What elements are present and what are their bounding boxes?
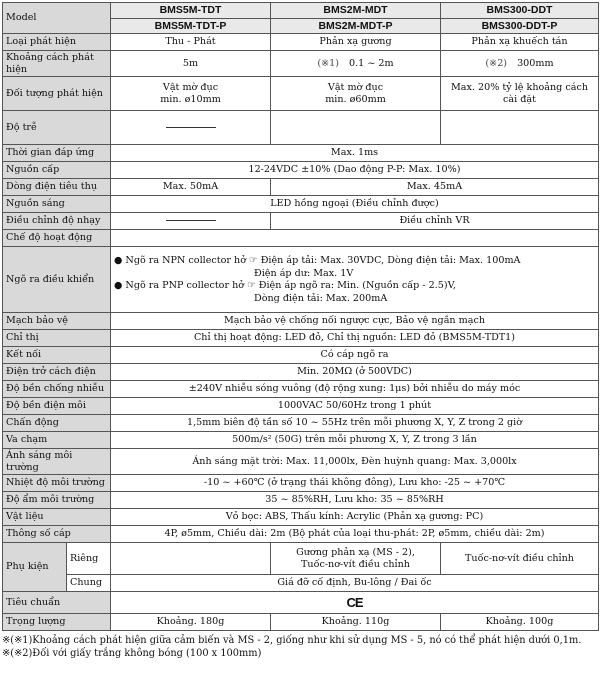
row-detection-distance	[3, 51, 599, 77]
model-bms300-ddt-p: BMS300-DDT-P	[441, 18, 599, 34]
model-label: Model	[3, 3, 111, 34]
cell-value	[271, 51, 441, 77]
cell-value	[111, 213, 271, 230]
model-bms2m-mdt-p: BMS2M-MDT-P	[271, 18, 441, 34]
row-accessory-common	[3, 575, 599, 592]
row-accessory-private	[3, 543, 599, 575]
footnotes	[2, 634, 598, 660]
cell-value	[271, 77, 441, 111]
footnote-ref: (※2)	[485, 57, 508, 69]
row-detection-type	[3, 34, 599, 51]
cell-value: 35 ~ 85%RH, Lưu kho: 35 ~ 85%RH	[111, 492, 599, 509]
model-bms5m-tdt: BMS5M-TDT	[111, 3, 271, 19]
row-protection	[3, 313, 599, 330]
row-label: Nguồn sáng	[3, 196, 111, 213]
row-insulation	[3, 364, 599, 381]
cell-value: Khoảng. 180g	[111, 614, 271, 631]
row-weight	[3, 614, 599, 631]
row-control-output	[3, 247, 599, 313]
row-current	[3, 179, 599, 196]
row-temperature	[3, 475, 599, 492]
cell-value	[441, 51, 599, 77]
cell-value: Chỉ thị hoạt động: LED đỏ, Chỉ thị nguồn: LED đỏ (BMS5M-TDT1)	[111, 330, 599, 347]
row-ambient-light	[3, 449, 599, 475]
header-row	[3, 3, 599, 19]
cell-value: Max. 20% tỷ lệ khoảng cách cài đặt	[441, 77, 599, 111]
spec-sheet	[2, 2, 598, 661]
output-line: Dòng điện tải: Max. 200mA	[254, 292, 388, 304]
row-response-time	[3, 145, 599, 162]
cell-value: Phản xạ gương	[271, 34, 441, 51]
cell-value: 4P, ø5mm, Chiều dài: 2m (Bộ phát của loại thu-phát: 2P, ø5mm, chiều dài: 2m)	[111, 526, 599, 543]
cell-value	[111, 247, 599, 313]
target-line: min. ø60mm	[325, 93, 386, 105]
row-label: Khoảng cách phát hiện	[3, 51, 111, 77]
footnote-1: ※(※1)Khoảng cách phát hiện giữa cảm biến và MS - 2, giống như khi sử dụng MS - 5, nó có thể phát hiện dưới 0,1m.	[2, 635, 582, 647]
cell-value: Phản xạ khuếch tán	[441, 34, 599, 51]
cell-empty	[441, 111, 599, 145]
cell-value: Tuốc-nơ-vít điều chỉnh	[441, 543, 599, 575]
specification-table	[2, 2, 599, 631]
cell-value: 500m/s² (50G) trên mỗi phương X, Y, Z trong 3 lần	[111, 432, 599, 449]
cell-value: Max. 45mA	[271, 179, 599, 196]
footnote-ref: (※1)	[317, 57, 340, 69]
output-line: ● Ngõ ra NPN collector hở ☞ Điện áp tải: Max. 30VDC, Dòng điện tải: Max. 100mA	[114, 255, 521, 267]
row-dielectric	[3, 398, 599, 415]
cell-empty	[271, 111, 441, 145]
cell-value	[271, 543, 441, 575]
target-line: min. ø10mm	[160, 93, 221, 105]
row-label: Loại phát hiện	[3, 34, 111, 51]
row-label: Nhiệt độ môi trường	[3, 475, 111, 492]
row-label: Thông số cáp	[3, 526, 111, 543]
row-label: Dòng điện tiêu thụ	[3, 179, 111, 196]
row-label: Độ bền chống nhiễu	[3, 381, 111, 398]
row-connection	[3, 347, 599, 364]
row-cable	[3, 526, 599, 543]
accessory-line: Tuốc-nơ-vít điều chỉnh	[301, 558, 410, 570]
model-bms5m-tdt-p: BMS5M-TDT-P	[111, 18, 271, 34]
row-label: Điều chỉnh độ nhạy	[3, 213, 111, 230]
cell-value: Max. 1ms	[111, 145, 599, 162]
cell-value: Thu - Phát	[111, 34, 271, 51]
cell-value	[111, 77, 271, 111]
dash-mark	[166, 127, 216, 128]
row-material	[3, 509, 599, 526]
accessory-line: Gương phản xạ (MS - 2),	[296, 547, 415, 559]
row-label: Độ ẩm môi trường	[3, 492, 111, 509]
distance-value: 0.1 ~ 2m	[349, 57, 394, 69]
row-label: Phụ kiện	[3, 543, 67, 592]
row-label: Va chạm	[3, 432, 111, 449]
row-operation-mode	[3, 230, 599, 247]
row-indicator	[3, 330, 599, 347]
row-label: Ngõ ra điều khiển	[3, 247, 111, 313]
row-label: Độ trễ	[3, 111, 111, 145]
row-label: Trọng lượng	[3, 614, 111, 631]
cell-value: -10 ~ +60℃ (ở trạng thái không đông), Lưu kho: -25 ~ +70℃	[111, 475, 599, 492]
cell-empty	[111, 230, 599, 247]
row-label: Tiêu chuẩn	[3, 592, 111, 614]
row-label: Điện trở cách điện	[3, 364, 111, 381]
output-line: Điện áp dư: Max. 1V	[254, 267, 354, 279]
row-label: Kết nối	[3, 347, 111, 364]
row-shock	[3, 432, 599, 449]
row-power	[3, 162, 599, 179]
cell-value: 5m	[111, 51, 271, 77]
cell-value: Vỏ bọc: ABS, Thấu kính: Acrylic (Phản xạ gương: PC)	[111, 509, 599, 526]
cell-value	[111, 592, 599, 614]
cell-value: Max. 50mA	[111, 179, 271, 196]
row-label: Độ bền điện môi	[3, 398, 111, 415]
cell-value: Mạch bảo vệ chống nối ngược cực, Bảo vệ ngắn mạch	[111, 313, 599, 330]
sub-label: Chung	[67, 575, 111, 592]
distance-value: 300mm	[517, 57, 554, 69]
cell-value: Min. 20MΩ (ở 500VDC)	[111, 364, 599, 381]
row-label: Mạch bảo vệ	[3, 313, 111, 330]
row-label: Ánh sáng môi trường	[3, 449, 111, 475]
cell-value: Giá đỡ cố định, Bu-lông / Đai ốc	[111, 575, 599, 592]
row-target	[3, 77, 599, 111]
ce-mark-icon: CE	[346, 594, 363, 610]
output-line: ● Ngõ ra PNP collector hở ☞ Điện áp ngõ ra: Min. (Nguồn cấp - 2.5)V,	[114, 280, 456, 292]
row-light-source	[3, 196, 599, 213]
row-label: Chấn động	[3, 415, 111, 432]
row-label: Chế độ hoạt động	[3, 230, 111, 247]
cell-value: 1,5mm biên độ tần số 10 ~ 55Hz trên mỗi phương X, Y, Z trong 2 giờ	[111, 415, 599, 432]
row-noise	[3, 381, 599, 398]
row-sensitivity	[3, 213, 599, 230]
cell-value: Điều chỉnh VR	[271, 213, 599, 230]
row-standard	[3, 592, 599, 614]
cell-value: LED hồng ngoại (Điều chỉnh được)	[111, 196, 599, 213]
model-bms2m-mdt: BMS2M-MDT	[271, 3, 441, 19]
row-label: Vật liệu	[3, 509, 111, 526]
cell-empty	[111, 543, 271, 575]
row-hysteresis	[3, 111, 599, 145]
row-label: Thời gian đáp ứng	[3, 145, 111, 162]
cell-value: ±240V nhiễu sóng vuông (độ rộng xung: 1μs) bởi nhiễu do máy móc	[111, 381, 599, 398]
footnote-2: ※(※2)Đối với giấy trắng không bóng (100 x 100mm)	[2, 648, 262, 660]
row-vibration	[3, 415, 599, 432]
row-label: Nguồn cấp	[3, 162, 111, 179]
cell-value: 1000VAC 50/60Hz trong 1 phút	[111, 398, 599, 415]
dash-mark	[166, 220, 216, 221]
row-label: Đối tượng phát hiện	[3, 77, 111, 111]
cell-value	[111, 111, 271, 145]
row-humidity	[3, 492, 599, 509]
sub-label: Riêng	[67, 543, 111, 575]
target-line: Vật mờ đục	[162, 82, 219, 94]
cell-value: Có cáp ngõ ra	[111, 347, 599, 364]
cell-value: Khoảng. 110g	[271, 614, 441, 631]
cell-value: Ánh sáng mặt trời: Max. 11,000lx, Đèn huỳnh quang: Max. 3,000lx	[111, 449, 599, 475]
cell-value: 12-24VDC ±10% (Dao động P-P: Max. 10%)	[111, 162, 599, 179]
model-bms300-ddt: BMS300-DDT	[441, 3, 599, 19]
cell-value: Khoảng. 100g	[441, 614, 599, 631]
row-label: Chỉ thị	[3, 330, 111, 347]
target-line: Vật mờ đục	[327, 82, 384, 94]
